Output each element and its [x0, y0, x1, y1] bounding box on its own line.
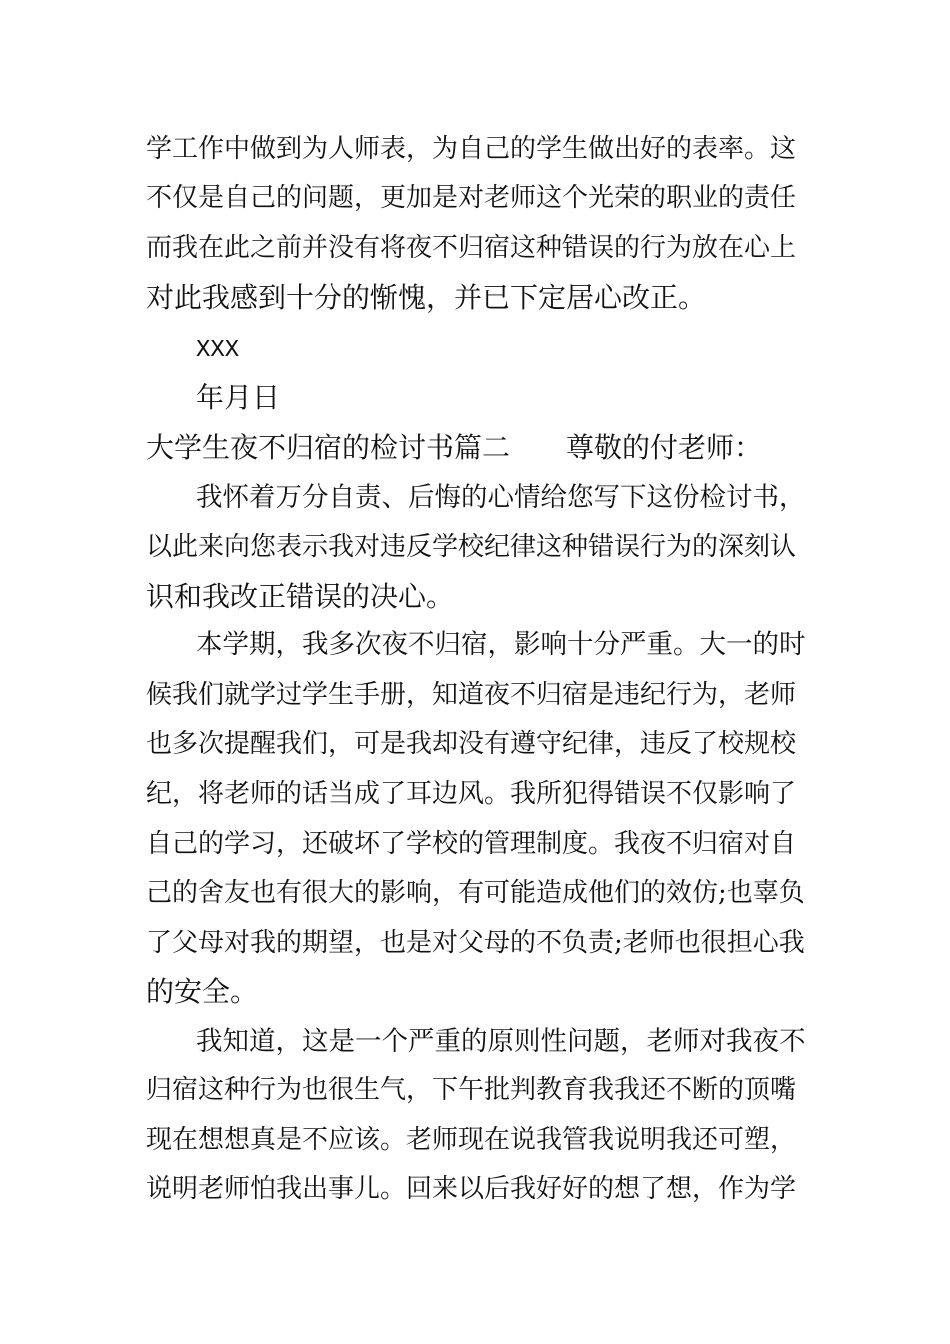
- paragraph-line: 现在想想真是不应该。老师现在说我管我说明我还可塑，: [146, 1125, 797, 1155]
- paragraph-line: 我怀着万分自责、后悔的心情给您写下这份检讨书，: [196, 482, 806, 513]
- paragraph-line: 了父母对我的期望，也是对父母的不负责;老师也很担心我: [146, 928, 805, 958]
- section-title: 大学生夜不归宿的检讨书篇二: [146, 431, 511, 464]
- paragraph-line: 纪，将老师的话当成了耳边风。我所犯得错误不仅影响了: [146, 779, 797, 809]
- paragraph-line: 也多次提醒我们，可是我却没有遵守纪律，违反了校规校: [146, 729, 797, 759]
- text-line: 对此我感到十分的惭愧，并已下定居心改正。: [146, 281, 707, 314]
- text-line: 学工作中做到为人师表，为自己的学生做出好的表率。这: [146, 134, 797, 164]
- paragraph-line: 我知道，这是一个严重的原则性问题，老师对我夜不: [196, 1026, 806, 1057]
- text-line: 不仅是自己的问题，更加是对老师这个光荣的职业的责任: [146, 183, 797, 213]
- text-line: 而我在此之前并没有将夜不归宿这种错误的行为放在心上: [146, 233, 797, 263]
- paragraph-line: 自己的学习，还破坏了学校的管理制度。我夜不归宿对自: [146, 829, 797, 859]
- paragraph-line: 说明老师怕我出事儿。回来以后我好好的想了想，作为学: [146, 1174, 797, 1204]
- paragraph-line: 本学期，我多次夜不归宿，影响十分严重。大一的时: [196, 629, 806, 660]
- paragraph-line: 候我们就学过学生手册，知道夜不归宿是违纪行为，老师: [146, 680, 797, 710]
- paragraph-line: 的安全。: [146, 975, 259, 1008]
- paragraph-line: 己的舍友也有很大的影响，有可能造成他们的效仿;也辜负: [146, 878, 805, 908]
- date-line: 年月日: [196, 381, 281, 414]
- paragraph-line: 识和我改正错误的决心。: [146, 580, 455, 613]
- signature: XXX: [196, 337, 240, 364]
- paragraph-line: 归宿这种行为也很生气，下午批判教育我我还不断的顶嘴: [146, 1075, 797, 1105]
- salutation: 尊敬的付老师：: [566, 431, 763, 464]
- paragraph-line: 以此来向您表示我对违反学校纪律这种错误行为的深刻认: [146, 532, 797, 562]
- section-heading: [146, 431, 762, 465]
